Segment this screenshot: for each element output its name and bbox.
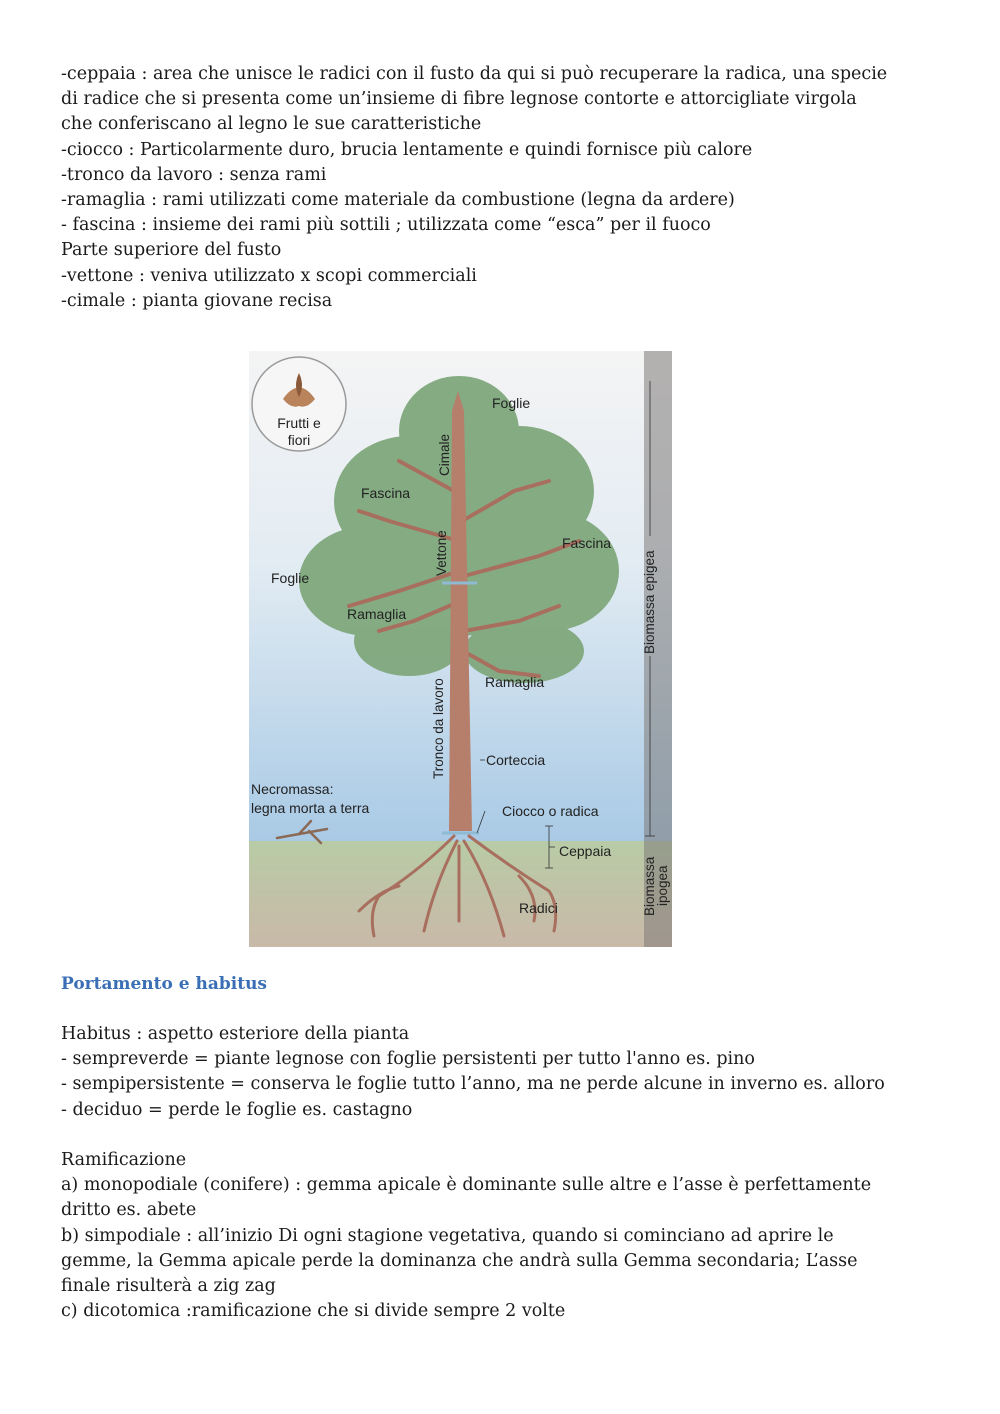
text-line: c) dicotomica :ramificazione che si divide sempre 2 volte xyxy=(61,1301,566,1322)
label-fascina-left: Fascina xyxy=(361,485,411,501)
text-line: finale risulterà a zig zag xyxy=(61,1276,276,1297)
text-line: -ceppaia : area che unisce le radici con il fusto da qui si può recuperare la radica, una specie xyxy=(61,64,888,84)
label-foglie-left: Foglie xyxy=(271,570,310,586)
text-line: - sempreverde = piante legnose con foglie persistenti per tutto l'anno es. pino xyxy=(61,1049,755,1070)
label-necromassa-line1: Necromassa: xyxy=(251,781,334,797)
ramificazione-list xyxy=(61,1148,961,1324)
text-line: Parte superiore del fusto xyxy=(61,240,282,261)
definitions-list xyxy=(61,62,961,314)
text-line: Habitus : aspetto esteriore della pianta xyxy=(61,1024,410,1044)
label-biomassa-epigea: Biomassa epigea xyxy=(642,550,657,654)
section-heading: Portamento e habitus xyxy=(61,974,268,994)
label-cimale: Cimale xyxy=(437,433,452,476)
label-ceppaia: Ceppaia xyxy=(559,843,612,859)
text-line: a) monopodiale (conifere) : gemma apicale è dominante sulle altre e l’asse è perfettamente xyxy=(61,1175,872,1196)
text-line: -vettone : veniva utilizzato x scopi commerciali xyxy=(61,265,477,286)
habitus-list xyxy=(61,1022,961,1123)
text-line: b) simpodiale : all’inizio Di ogni stagione vegetativa, quando si cominciano ad aprire le xyxy=(61,1225,834,1246)
text-line: - sempipersistente = conserva le foglie tutto l’anno, ma ne perde alcune in inverno es. alloro xyxy=(61,1074,885,1095)
frutti-fiori-inset xyxy=(252,357,346,451)
label-ramaglia-left: Ramaglia xyxy=(347,606,407,622)
text-line: Ramificazione xyxy=(61,1150,187,1170)
label-corteccia: Corteccia xyxy=(486,752,546,768)
text-line: -cimale : pianta giovane recisa xyxy=(61,290,333,311)
label-vettone: Vettone xyxy=(434,530,449,576)
text-line: - deciduo = perde le foglie es. castagno xyxy=(61,1099,413,1120)
label-radici: Radici xyxy=(519,900,558,916)
label-frutti-line2: fiori xyxy=(287,432,311,448)
label-necromassa-line2: legna morta a terra xyxy=(251,800,370,816)
text-line: -ramaglia : rami utilizzati come materiale da combustione (legna da ardere) xyxy=(61,190,735,211)
label-frutti-line1: Frutti e xyxy=(277,415,321,431)
label-ramaglia-right: Ramaglia xyxy=(485,674,545,690)
text-line: dritto es. abete xyxy=(61,1200,197,1221)
text-line: di radice che si presenta come un’insieme di fibre legnose contorte e attorcigliate virgola xyxy=(61,89,857,110)
label-tronco-da-lavoro: Tronco da lavoro xyxy=(431,678,446,779)
text-line: - fascina : insieme dei rami più sottili ; utilizzata come “esca” per il fuoco xyxy=(61,215,711,236)
label-fascina-right: Fascina xyxy=(562,535,612,551)
text-line: che conferiscano al legno le sue caratteristiche xyxy=(61,114,482,135)
label-biomassa-ipogea-line1: Biomassa xyxy=(642,856,657,916)
text-line: -tronco da lavoro : senza rami xyxy=(61,164,327,185)
tree-parts-diagram xyxy=(249,351,672,947)
text-line: gemme, la Gemma apicale perde la dominanza che andrà sulla Gemma secondaria; L’asse xyxy=(61,1250,858,1271)
label-foglie-top: Foglie xyxy=(492,395,531,411)
label-biomassa-ipogea-line2: ipogea xyxy=(655,865,670,906)
label-ciocco-radica: Ciocco o radica xyxy=(502,803,599,819)
text-line: -ciocco : Particolarmente duro, brucia lentamente e quindi fornisce più calore xyxy=(61,139,753,160)
